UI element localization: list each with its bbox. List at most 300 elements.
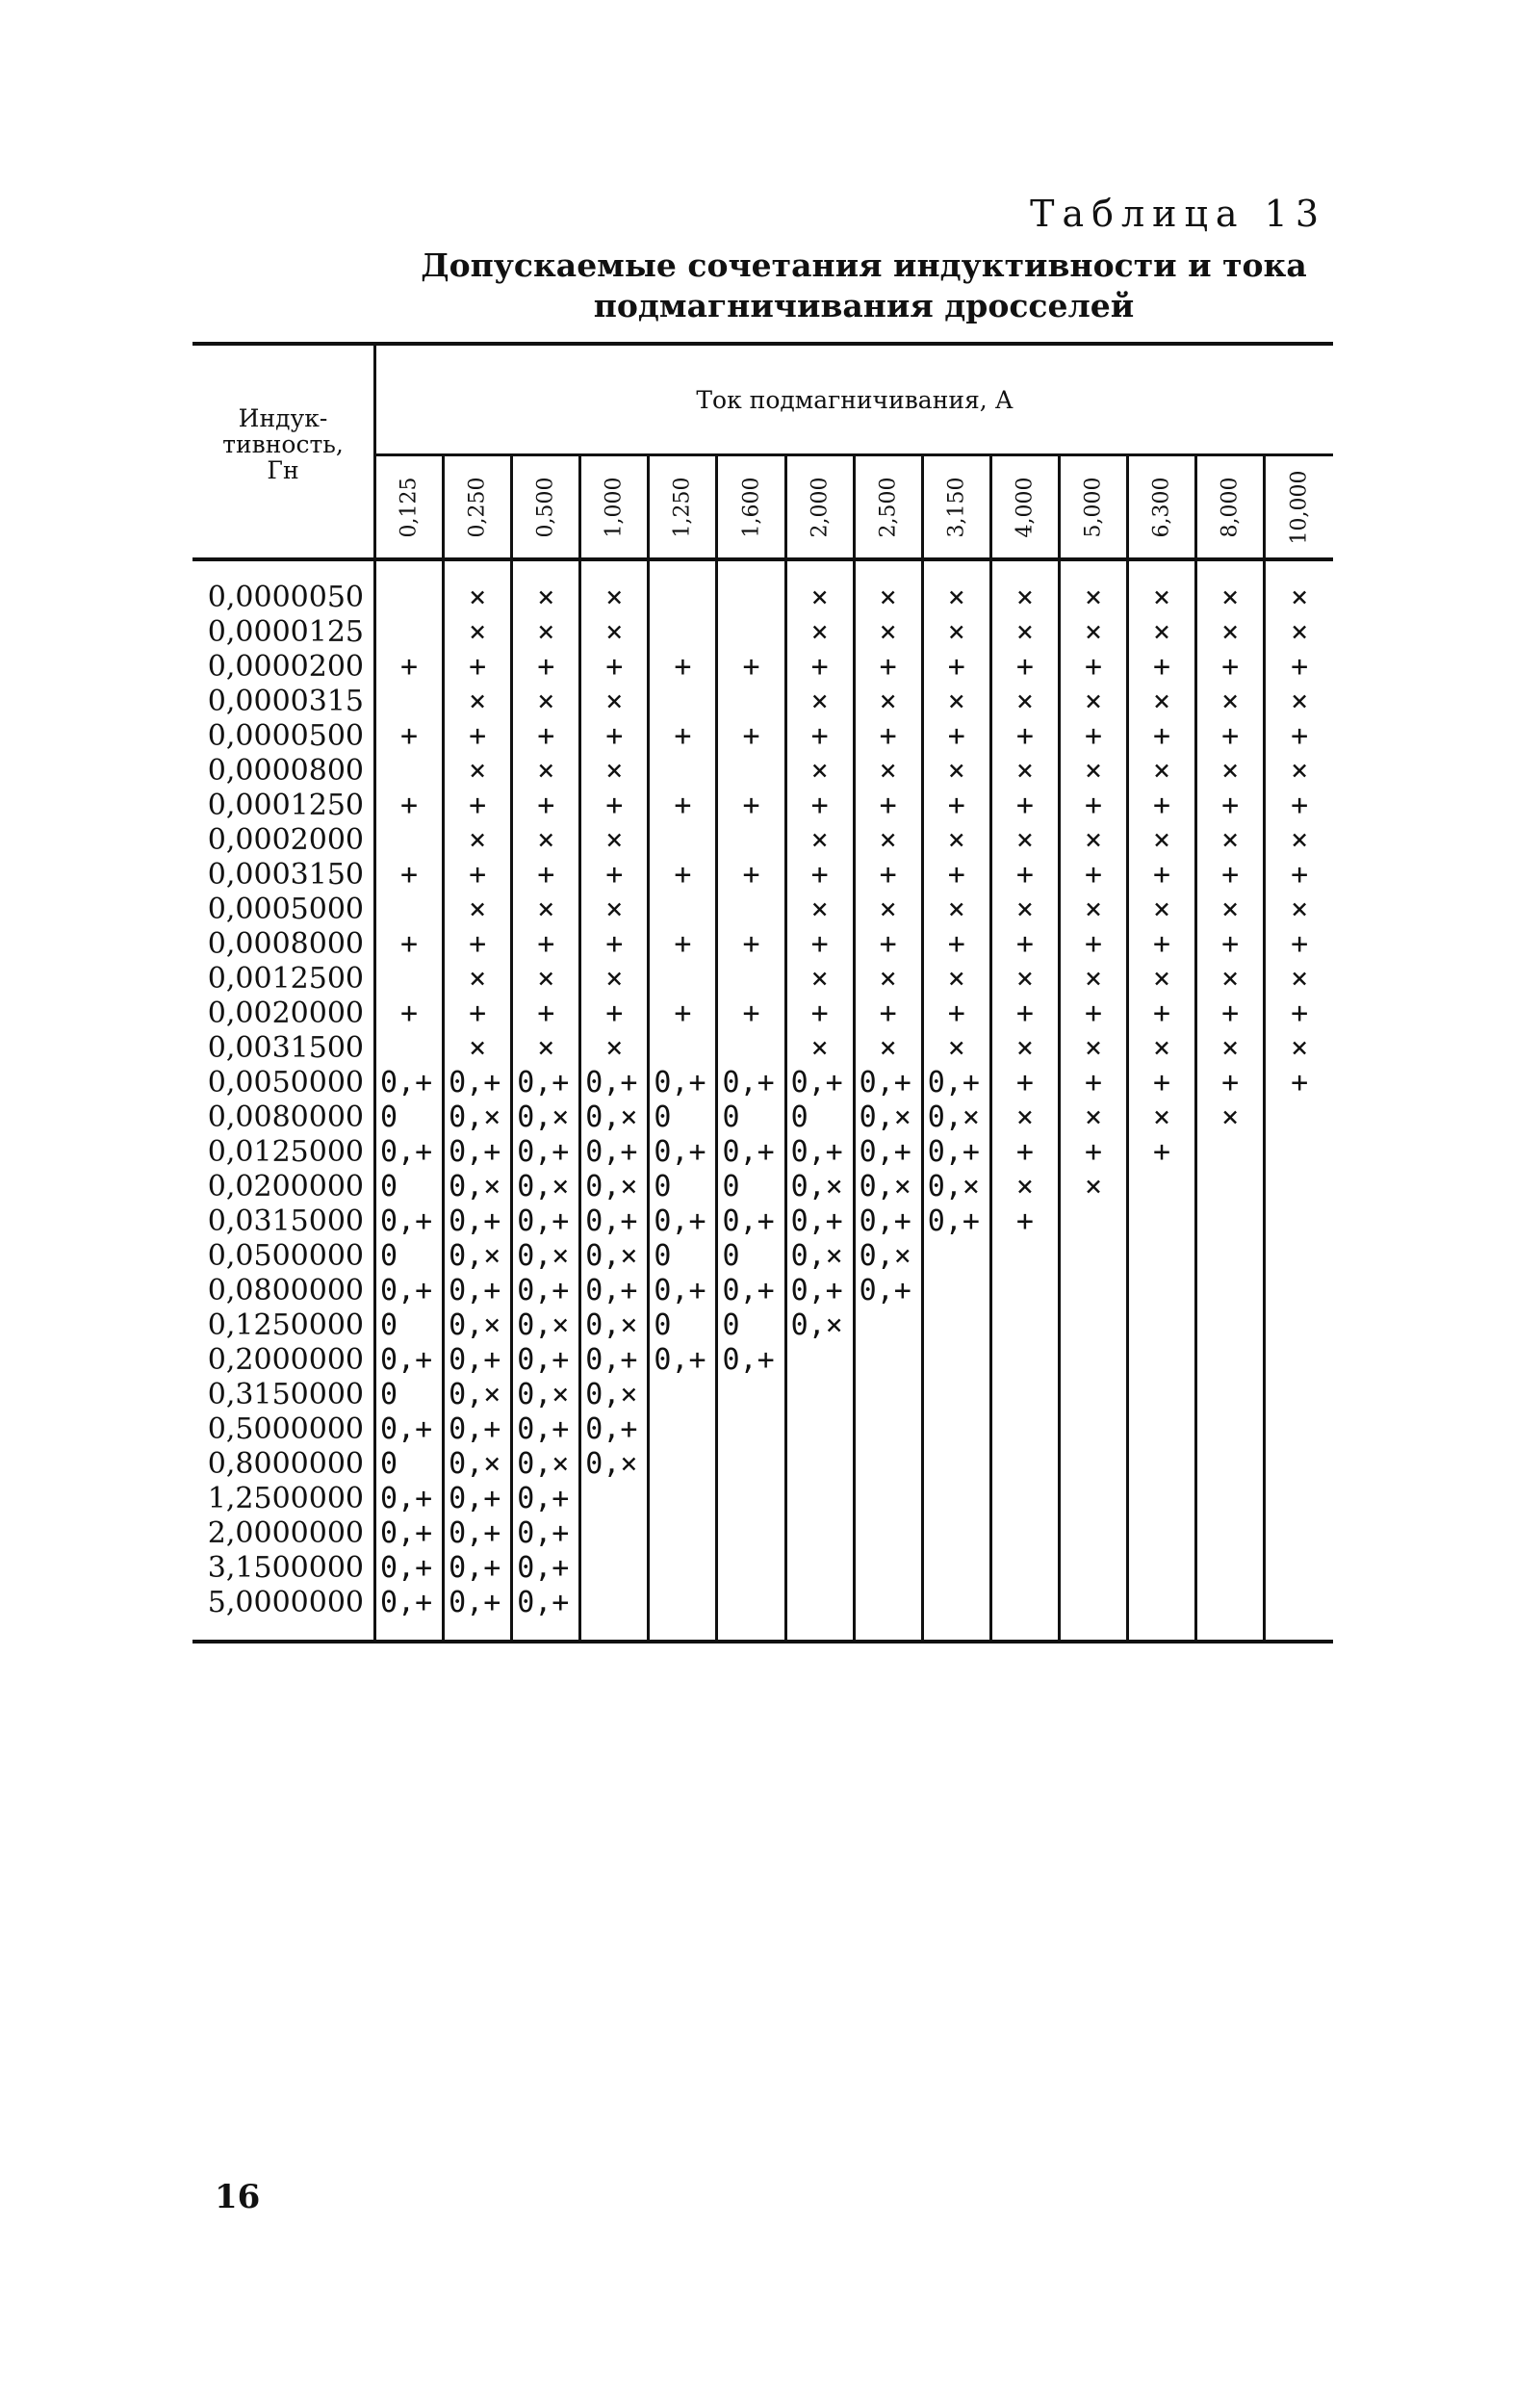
combination-cell: 0,× (922, 1170, 990, 1204)
combination-cell (990, 1343, 1059, 1378)
combination-cell: + (922, 650, 990, 685)
combination-cell (922, 1482, 990, 1516)
combination-cell: + (990, 789, 1059, 823)
inductance-value: 0,0003150 (192, 858, 375, 893)
combination-cell: 0,+ (375, 1066, 444, 1100)
combination-cell: × (990, 754, 1059, 789)
combination-cell (580, 1586, 649, 1620)
combination-cell: + (990, 1066, 1059, 1100)
combination-cell: 0 (717, 1100, 785, 1135)
combination-cell: 0 (649, 1239, 717, 1274)
combination-cell: + (512, 927, 580, 962)
inductance-value: 0,0031500 (192, 1031, 375, 1066)
combination-cell (1059, 1586, 1127, 1620)
combination-cell: × (922, 893, 990, 927)
combination-cell: 0,+ (785, 1274, 854, 1308)
combination-cell: 0,+ (375, 1412, 444, 1447)
title-line: подмагничивания дросселей (593, 287, 1135, 324)
combination-cell: + (1196, 650, 1265, 685)
combination-cell: × (990, 962, 1059, 996)
combination-cell: 0,+ (649, 1274, 717, 1308)
current-column-header (717, 455, 785, 560)
table-row (192, 858, 1333, 893)
combination-cell (1265, 1343, 1333, 1378)
combination-cell (649, 1412, 717, 1447)
combination-cell: + (785, 996, 854, 1031)
combination-cell: × (990, 1031, 1059, 1066)
combination-cell (1196, 1586, 1265, 1620)
combination-cell: + (512, 719, 580, 754)
combination-cell (717, 581, 785, 615)
combination-cell: 0,+ (444, 1274, 512, 1308)
combination-cell: × (785, 1031, 854, 1066)
combination-cell: 0,× (580, 1100, 649, 1135)
combination-cell: + (1196, 858, 1265, 893)
combination-cell: × (1059, 893, 1127, 927)
inductance-header-line: Индук- (238, 404, 328, 432)
combination-cell: 0,+ (649, 1135, 717, 1170)
combination-cell (717, 1447, 785, 1482)
combination-cell (375, 754, 444, 789)
combination-cell (854, 1516, 922, 1551)
table-row (192, 1066, 1333, 1100)
combination-cell: × (990, 615, 1059, 650)
combination-cell: × (1059, 1100, 1127, 1135)
combination-cell: + (444, 789, 512, 823)
table-row (192, 1516, 1333, 1551)
combination-cell: 0,+ (512, 1135, 580, 1170)
combination-cell (990, 1586, 1059, 1620)
inductance-value: 0,0500000 (192, 1239, 375, 1274)
combination-cell: × (1059, 615, 1127, 650)
combination-cell: + (1196, 996, 1265, 1031)
combination-cell: + (1291, 927, 1309, 961)
inductance-value: 0,0000200 (192, 650, 375, 685)
combination-cell: 0,+ (512, 1482, 580, 1516)
combination-cell: × (1196, 893, 1265, 927)
combination-cell (1265, 1308, 1333, 1343)
combination-cell: 0,+ (444, 1412, 512, 1447)
combination-cell: + (785, 650, 854, 685)
combination-cell (1265, 1239, 1333, 1274)
combination-cell: + (375, 858, 444, 893)
combination-cell (649, 1031, 717, 1066)
combination-cell (854, 1378, 922, 1412)
inductance-value: 0,1250000 (192, 1308, 375, 1343)
combination-cell (1265, 1204, 1333, 1239)
combination-cell (717, 1482, 785, 1516)
combination-cell: + (580, 858, 649, 893)
combination-cell (717, 1516, 785, 1551)
combination-cell: 0,× (580, 1170, 649, 1204)
combination-cell: + (649, 719, 717, 754)
combination-cell (785, 1447, 854, 1482)
combination-cell (1059, 1551, 1127, 1586)
current-value: 3,150 (944, 477, 969, 537)
table-number: Таблица 13 (1030, 193, 1326, 235)
combination-cell (375, 823, 444, 858)
combination-cell: 0,+ (854, 1204, 922, 1239)
combination-cell (717, 1551, 785, 1586)
inductance-value: 0,0020000 (192, 996, 375, 1031)
combination-cell: 0,+ (444, 1482, 512, 1516)
table-row (192, 996, 1333, 1031)
combination-cell: 0,+ (444, 1343, 512, 1378)
combination-cell: + (990, 1204, 1059, 1239)
combination-cell: × (922, 615, 990, 650)
combination-cell: + (1059, 858, 1127, 893)
combination-cell (717, 1586, 785, 1620)
combination-cell: + (1196, 719, 1265, 754)
combination-cell: 0,+ (375, 1274, 444, 1308)
combination-cell (717, 754, 785, 789)
combination-cell (1128, 1516, 1196, 1551)
combination-cell: + (1059, 650, 1127, 685)
combination-cell: × (1196, 1031, 1265, 1066)
combination-cell: + (512, 789, 580, 823)
combination-cell (1128, 1378, 1196, 1412)
combination-cell: × (512, 893, 580, 927)
combination-cell: 0,× (444, 1447, 512, 1482)
combination-cell: × (1059, 962, 1127, 996)
table-row (192, 1482, 1333, 1516)
table-row (192, 962, 1333, 996)
combination-cell: × (854, 823, 922, 858)
inductance-value: 0,0005000 (192, 893, 375, 927)
combination-cell: 0,+ (717, 1274, 785, 1308)
combination-cell: 0 (717, 1170, 785, 1204)
combination-cell (1059, 1343, 1127, 1378)
combination-cell (1128, 1551, 1196, 1586)
combination-cell: + (375, 719, 444, 754)
combination-cell (854, 1412, 922, 1447)
combination-cell: 0 (649, 1100, 717, 1135)
combination-cell (1196, 1135, 1265, 1170)
combination-cell: × (580, 962, 649, 996)
inductance-value: 0,0000050 (192, 581, 375, 615)
combination-cell: + (922, 858, 990, 893)
combination-cell: + (854, 650, 922, 685)
combination-cell: 0,+ (580, 1343, 649, 1378)
combination-cell: 0,+ (580, 1274, 649, 1308)
combination-cell: × (1128, 581, 1196, 615)
combination-cell: + (649, 650, 717, 685)
combination-cell: × (1059, 581, 1127, 615)
current-value: 0,250 (465, 477, 490, 537)
combination-cell: + (1128, 650, 1196, 685)
combination-cell (649, 1516, 717, 1551)
inductance-value: 0,3150000 (192, 1378, 375, 1412)
combination-cell (1196, 1343, 1265, 1378)
combination-cell: 0,+ (785, 1066, 854, 1100)
combination-cell: × (1291, 962, 1309, 996)
current-column-header (1196, 455, 1265, 560)
combination-cell: + (580, 789, 649, 823)
combination-cell (1265, 1135, 1333, 1170)
combination-cell (922, 1551, 990, 1586)
combination-cell: 0 (375, 1378, 444, 1412)
table-row (192, 1031, 1333, 1066)
combination-cell: 0,× (512, 1378, 580, 1412)
combination-cell: × (1128, 962, 1196, 996)
combination-cell: × (512, 962, 580, 996)
combination-cell: + (990, 858, 1059, 893)
table-row (192, 1135, 1333, 1170)
combination-cell (717, 962, 785, 996)
spacer-row (192, 1620, 1333, 1642)
combination-cell: × (990, 1170, 1059, 1204)
table-row (192, 1308, 1333, 1343)
combination-cell: + (717, 789, 785, 823)
combination-cell (1059, 1447, 1127, 1482)
combination-cell: × (990, 685, 1059, 719)
combination-cell: × (444, 962, 512, 996)
inductance-header-line: Гн (267, 456, 299, 484)
combination-cell: 0 (375, 1239, 444, 1274)
combination-cell: × (1128, 685, 1196, 719)
combination-cell: × (1128, 823, 1196, 858)
combination-cell: 0 (375, 1308, 444, 1343)
combination-cell: 0,+ (444, 1551, 512, 1586)
combination-cell (1196, 1239, 1265, 1274)
table-row (192, 1586, 1333, 1620)
combination-cell (1265, 1412, 1333, 1447)
combination-cell: 0,× (922, 1100, 990, 1135)
combination-cell: 0,× (512, 1447, 580, 1482)
combination-cell: 0,+ (375, 1343, 444, 1378)
combination-cell: × (1128, 1031, 1196, 1066)
combination-cell: + (1128, 996, 1196, 1031)
combination-cell: 0,+ (854, 1066, 922, 1100)
combination-cell: 0 (649, 1308, 717, 1343)
current-value: 2,500 (876, 477, 901, 537)
combination-cell: 0,+ (717, 1204, 785, 1239)
table-row (192, 615, 1333, 650)
table-row (192, 1100, 1333, 1135)
combination-cell: × (1059, 685, 1127, 719)
combination-cell (375, 962, 444, 996)
combination-cell: × (854, 893, 922, 927)
combination-cell: × (580, 1031, 649, 1066)
current-column-header (854, 455, 922, 560)
combination-cell: + (1291, 719, 1309, 753)
table-row (192, 1343, 1333, 1378)
inductance-value: 5,0000000 (192, 1586, 375, 1620)
current-value: 10,000 (1287, 470, 1312, 544)
combination-cell: × (990, 1100, 1059, 1135)
combination-cell: + (1059, 1135, 1127, 1170)
combination-cell: × (1291, 893, 1309, 926)
combination-cell (785, 1343, 854, 1378)
combination-cell: + (1128, 858, 1196, 893)
combination-cell (990, 1308, 1059, 1343)
combination-cell: × (785, 754, 854, 789)
combination-cell: + (1128, 789, 1196, 823)
current-column-header (785, 455, 854, 560)
inductance-value: 0,0800000 (192, 1274, 375, 1308)
combination-cell: + (580, 927, 649, 962)
combination-cell: × (512, 685, 580, 719)
combination-cell: × (990, 893, 1059, 927)
table-row (192, 1274, 1333, 1308)
combination-cell: + (785, 858, 854, 893)
combination-cell (1059, 1204, 1127, 1239)
current-value: 6,300 (1149, 477, 1174, 537)
combination-cell (649, 1482, 717, 1516)
inductance-value: 0,0000800 (192, 754, 375, 789)
combination-cell: × (785, 581, 854, 615)
combination-cell: × (1059, 823, 1127, 858)
combination-cell: × (512, 581, 580, 615)
combination-cell: + (1059, 996, 1127, 1031)
combination-cell: + (512, 996, 580, 1031)
combination-cell: × (1059, 1170, 1127, 1204)
current-value: 0,125 (397, 477, 422, 537)
combination-cell: 0 (375, 1100, 444, 1135)
combination-cell: 0,× (580, 1378, 649, 1412)
combination-cell (785, 1586, 854, 1620)
combination-cell: 0 (649, 1170, 717, 1204)
table-row (192, 1551, 1333, 1586)
combination-cell: + (580, 996, 649, 1031)
combination-cell: × (922, 962, 990, 996)
combination-cell: + (922, 996, 990, 1031)
combination-cell: × (1128, 754, 1196, 789)
combination-cell: × (1291, 754, 1309, 788)
table-row (192, 1447, 1333, 1482)
table-row (192, 1170, 1333, 1204)
combination-cell: + (1291, 1066, 1309, 1100)
inductance-value: 0,0200000 (192, 1170, 375, 1204)
inductance-value: 0,0002000 (192, 823, 375, 858)
combination-cell (375, 685, 444, 719)
combination-cell: × (580, 823, 649, 858)
combination-cell: 0,+ (649, 1066, 717, 1100)
combination-cell (1265, 1551, 1333, 1586)
combination-cell (990, 1516, 1059, 1551)
combination-cell: 0,+ (854, 1274, 922, 1308)
combination-cell (1059, 1378, 1127, 1412)
combination-cell: + (1196, 789, 1265, 823)
current-column-header (1059, 455, 1127, 560)
combination-cell: + (854, 858, 922, 893)
combination-cell: + (444, 719, 512, 754)
combination-cell: 0,× (512, 1170, 580, 1204)
combination-cell: 0,+ (717, 1135, 785, 1170)
combination-cell: × (444, 754, 512, 789)
combination-cell: 0,+ (444, 1204, 512, 1239)
spacer-row (192, 559, 1333, 581)
combination-cell: + (1196, 927, 1265, 962)
combination-cell: × (854, 754, 922, 789)
combination-cell (649, 1378, 717, 1412)
combination-cell: 0 (717, 1308, 785, 1343)
current-column-header (1128, 455, 1196, 560)
combination-cell: × (854, 1031, 922, 1066)
inductance-value: 2,0000000 (192, 1516, 375, 1551)
combination-cell (922, 1308, 990, 1343)
combination-cell: + (1059, 719, 1127, 754)
combination-cell: × (1291, 581, 1309, 614)
table-row (192, 1412, 1333, 1447)
inductance-value: 0,0125000 (192, 1135, 375, 1170)
combination-cell: × (580, 754, 649, 789)
inductance-value: 0,0001250 (192, 789, 375, 823)
combination-cell (854, 1586, 922, 1620)
combination-cell (854, 1308, 922, 1343)
combination-cell (1265, 1482, 1333, 1516)
combination-cell: × (922, 1031, 990, 1066)
combination-cell (922, 1378, 990, 1412)
combination-cell (990, 1239, 1059, 1274)
combination-cell: + (990, 996, 1059, 1031)
combination-cell: 0 (375, 1170, 444, 1204)
combination-cell: × (785, 893, 854, 927)
combination-cell: × (444, 685, 512, 719)
combination-cell: × (512, 1031, 580, 1066)
combination-cell: + (785, 927, 854, 962)
combination-cell (1128, 1274, 1196, 1308)
combination-cell: + (990, 1135, 1059, 1170)
inductance-value: 0,0000315 (192, 685, 375, 719)
combination-cell (1128, 1482, 1196, 1516)
combination-cell: × (854, 581, 922, 615)
combination-cell (785, 1482, 854, 1516)
combination-cell: × (580, 685, 649, 719)
current-value: 8,000 (1218, 477, 1243, 537)
combination-cell: × (444, 893, 512, 927)
combination-cell: 0,+ (375, 1135, 444, 1170)
combination-cell (649, 1551, 717, 1586)
combination-cell (649, 615, 717, 650)
combination-cell (854, 1447, 922, 1482)
combination-cell (1128, 1586, 1196, 1620)
combination-cell (1128, 1343, 1196, 1378)
inductance-value: 0,0050000 (192, 1066, 375, 1100)
current-column-header (580, 455, 649, 560)
combination-cell: 0,+ (444, 1516, 512, 1551)
combination-cell: + (1059, 789, 1127, 823)
table-title (0, 246, 1540, 326)
combination-cell: + (1291, 858, 1309, 892)
combination-cell: × (512, 823, 580, 858)
combination-cell: + (1128, 1066, 1196, 1100)
combination-cell: 0,+ (580, 1135, 649, 1170)
combination-cell (854, 1551, 922, 1586)
combination-cell: 0,+ (444, 1066, 512, 1100)
combination-cell: 0,+ (375, 1482, 444, 1516)
combination-cell: × (444, 581, 512, 615)
current-value: 1,600 (739, 477, 764, 537)
combination-cell (580, 1516, 649, 1551)
combination-cell: + (717, 650, 785, 685)
combination-cell: 0,+ (512, 1516, 580, 1551)
combination-cell: + (854, 789, 922, 823)
table-row (192, 789, 1333, 823)
combination-cell: 0,+ (649, 1204, 717, 1239)
combination-cell: + (1291, 650, 1309, 684)
combination-cell (1196, 1516, 1265, 1551)
combination-cell: 0,× (444, 1308, 512, 1343)
combination-cell (785, 1516, 854, 1551)
combination-cell: × (1291, 823, 1309, 857)
combination-cell: 0,+ (512, 1343, 580, 1378)
combination-cell (717, 1031, 785, 1066)
combination-cell: 0,+ (512, 1551, 580, 1586)
combination-cell: 0,+ (512, 1586, 580, 1620)
combination-cell (1265, 1170, 1333, 1204)
combination-cell: 0,× (580, 1447, 649, 1482)
